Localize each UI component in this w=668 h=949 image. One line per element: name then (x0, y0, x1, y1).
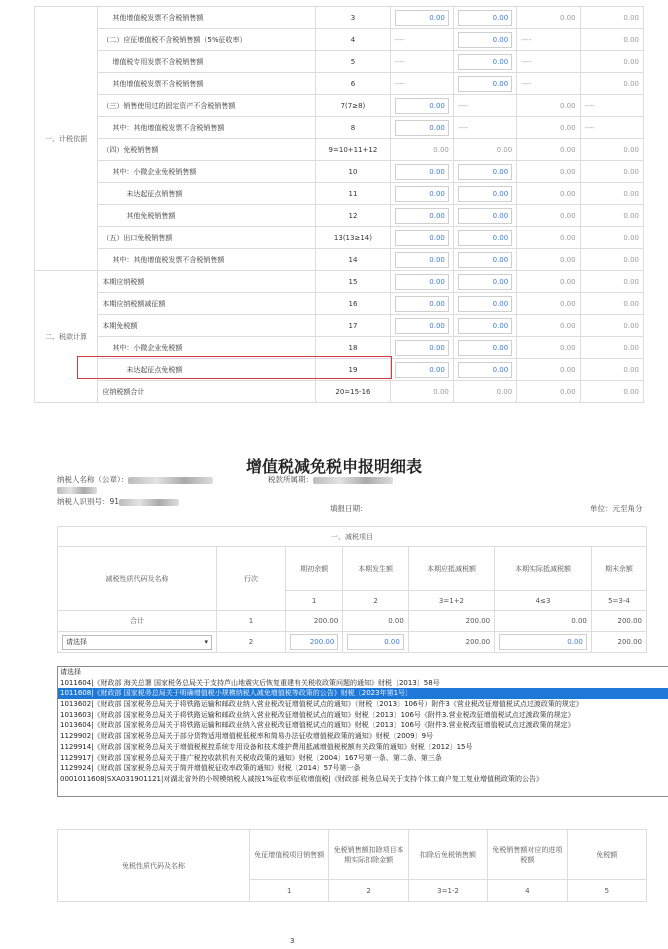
table-row (35, 271, 644, 293)
total-rownum: 1 (217, 611, 286, 632)
table-row (35, 205, 644, 227)
colnum: 5=3-4 (591, 591, 646, 611)
fill-date: 填报日期： (330, 504, 368, 513)
row-name: 其他增值税发票不含税销售额 (98, 7, 316, 29)
input-cell (390, 183, 453, 205)
value-input[interactable]: 0.00 (458, 10, 512, 26)
dropdown-option[interactable]: 1129917|《财政部 国家税务总局关于推广税控收款机有关税收政策的通知》财税〔2004〕167号第一条、第二条、第三条 (60, 753, 442, 762)
input-cell (390, 95, 453, 117)
cell-value: ---- (580, 95, 643, 117)
row-number: 18 (316, 337, 390, 359)
chevron-down-icon: ▾ (204, 637, 208, 646)
taxpayer-name: 纳税人名称（公章）： (57, 474, 213, 485)
cell-value: ---- (580, 117, 643, 139)
code-select-cell (58, 632, 217, 653)
cell-value: ---- (390, 29, 453, 51)
cell-value: 0.00 (517, 315, 580, 337)
row-name: （二）应征增值税不含税销售额（5%征收率） (98, 29, 316, 51)
row-number: 13(13≥14) (316, 227, 390, 249)
cell-value: 0.00 (580, 51, 643, 73)
header-exempt-code: 免税性质代码及名称 (58, 830, 250, 902)
table-row (35, 51, 644, 73)
colnum: 3=1-2 (408, 880, 487, 902)
row-name: 其中：小微企业免税额 (98, 337, 316, 359)
row-name: 本期应纳税额 (98, 271, 316, 293)
row-number: 17 (316, 315, 390, 337)
colnum: 4≤3 (495, 591, 592, 611)
row-name: （三）销售使用过的固定资产不含税销售额 (98, 95, 316, 117)
cell-value: ---- (517, 29, 580, 51)
colnum: 4 (488, 880, 567, 902)
input-cell (453, 271, 516, 293)
cell-value: 200.00 (286, 611, 343, 632)
cell-value: 0.00 (517, 359, 580, 381)
input-cell (390, 7, 453, 29)
dropdown-option[interactable]: 1129924|《财政部 国家税务总局关于简并增值税征收率政策的通知》财税〔2014〕57号第一条 (60, 764, 361, 773)
row-name: 其中：小微企业免税销售额 (98, 161, 316, 183)
row-name: 未达起征点免税额 (98, 359, 316, 381)
blurred-line (57, 485, 97, 494)
cell-value: 0.00 (580, 139, 643, 161)
value-input[interactable]: 0.00 (395, 120, 449, 136)
row-number: 14 (316, 249, 390, 271)
cell-value: 0.00 (517, 7, 580, 29)
value-input[interactable]: 0.00 (458, 252, 512, 268)
cell-value: 0.00 (495, 611, 592, 632)
cell-value: 0.00 (517, 271, 580, 293)
reduction-table (57, 526, 647, 653)
value-input[interactable]: 0.00 (458, 340, 512, 356)
dropdown-option[interactable]: 1013603|《财政部 国家税务总局关于将铁路运输和邮政业纳入营业税改征增值税试点的通知》财税〔2013〕106号《附件3.营业税改征增值税试点过渡政策的规定》 (60, 710, 575, 719)
table-row (35, 117, 644, 139)
cell-value: 0.00 (580, 271, 643, 293)
cell-value: 200.00 (591, 611, 646, 632)
colnum: 5 (567, 880, 646, 902)
row-number: 9=10+11+12 (316, 139, 390, 161)
cell-value: 0.00 (343, 611, 409, 632)
row-number: 11 (316, 183, 390, 205)
row-number: 6 (316, 73, 390, 95)
tax-period: 税款所属期： (268, 474, 393, 485)
row-name: 其他免税销售额 (98, 205, 316, 227)
cell-value: 0.00 (517, 161, 580, 183)
dropdown-option[interactable]: 1013604|《财政部 国家税务总局关于将铁路运输和邮政业纳入营业税改征增值税试点的通知》财税〔2013〕106号《附件3.营业税改征增值税试点过渡政策的规定》 (60, 721, 575, 730)
dropdown-option[interactable]: 1011608|《财政部 国家税务总局关于明确增值税小规模纳税人减免增值税等政策的公告》财税〔2023年第1号〕 (58, 688, 668, 699)
cell-value: 0.00 (517, 337, 580, 359)
header-actual: 本期实际抵减税额 (495, 547, 592, 591)
input-cell (390, 249, 453, 271)
row-number: 3 (316, 7, 390, 29)
header-row: 行次 (217, 547, 286, 611)
current-amount-input[interactable]: 0.00 (347, 634, 404, 650)
select-rownum: 2 (217, 632, 286, 653)
cell-value: 0.00 (580, 293, 643, 315)
cell-value: 0.00 (517, 183, 580, 205)
input-cell (390, 293, 453, 315)
colnum: 1 (250, 880, 329, 902)
header-deductible: 本期应抵减税额 (408, 547, 494, 591)
cell-value: 0.00 (580, 227, 643, 249)
exemption-table (57, 829, 647, 902)
highlight-box (77, 356, 392, 379)
cell-value: 200.00 (408, 611, 494, 632)
table-row (35, 315, 644, 337)
cell-value: 0.00 (517, 139, 580, 161)
value-input[interactable]: 0.00 (458, 230, 512, 246)
colnum: 1 (286, 591, 343, 611)
table-row (35, 95, 644, 117)
dropdown-option[interactable]: 请选择 (60, 668, 81, 676)
row-name: 增值税专用发票不含税销售额 (98, 51, 316, 73)
table-row (35, 161, 644, 183)
header-opening: 期初余额 (286, 547, 343, 591)
cell-value: ---- (453, 117, 516, 139)
cell-value: 0.00 (517, 293, 580, 315)
cell-value: 0.00 (580, 29, 643, 51)
value-input[interactable]: 0.00 (395, 252, 449, 268)
value-input[interactable]: 0.00 (458, 208, 512, 224)
cell-value: 0.00 (517, 95, 580, 117)
row-name: 未达起征点销售额 (98, 183, 316, 205)
row-number: 7(7≥8) (316, 95, 390, 117)
value-input[interactable]: 0.00 (395, 164, 449, 180)
header-exempt-sales: 免征增值税项目销售额 (250, 830, 329, 880)
cell-value: 0.00 (453, 381, 516, 403)
input-cell (390, 227, 453, 249)
cell-value: ---- (390, 73, 453, 95)
input-cell (453, 161, 516, 183)
value-input[interactable]: 0.00 (395, 318, 449, 334)
value-input[interactable]: 0.00 (395, 98, 449, 114)
cell-value: ---- (517, 51, 580, 73)
cell-value: 0.00 (580, 161, 643, 183)
value-input[interactable]: 0.00 (395, 296, 449, 312)
cell-value: 0.00 (390, 139, 453, 161)
row-name: 其他增值税发票不含税销售额 (98, 73, 316, 95)
cell-value: ---- (390, 51, 453, 73)
input-cell (390, 161, 453, 183)
row-number: 16 (316, 293, 390, 315)
input-cell (453, 337, 516, 359)
input-cell (453, 315, 516, 337)
input-cell (390, 117, 453, 139)
row-number: 4 (316, 29, 390, 51)
reduction-code-dropdown[interactable] (57, 666, 668, 797)
input-cell (453, 7, 516, 29)
input-cell (390, 271, 453, 293)
cell-value: 0.00 (580, 381, 643, 403)
header-closing: 期末余额 (591, 547, 646, 591)
header-reduction-code: 减税性质代码及名称 (58, 547, 217, 611)
value-input[interactable]: 0.00 (395, 230, 449, 246)
cell-value: 0.00 (517, 249, 580, 271)
row-name: （五）出口免税销售额 (98, 227, 316, 249)
input-cell (453, 183, 516, 205)
dropdown-option[interactable]: 1129902|《财政部 国家税务总局关于部分货物适用增值税低税率和简易办法征收增值税政策的通知》财税〔2009〕9号 (60, 732, 434, 741)
select-row (58, 632, 647, 653)
value-input[interactable]: 0.00 (395, 208, 449, 224)
value-input[interactable]: 0.00 (395, 274, 449, 290)
value-input[interactable]: 0.00 (458, 76, 512, 92)
dropdown-option[interactable]: 1013602|《财政部 国家税务总局关于将铁路运输和邮政业纳入营业税改征增值税试点的通知》（财税〔2013〕106号）附件3《营业税改征增值税试点过渡政策的规定》 (60, 700, 583, 709)
row-number: 8 (316, 117, 390, 139)
input-cell (453, 227, 516, 249)
cell-value: 0.00 (517, 117, 580, 139)
value-input[interactable]: 0.00 (458, 318, 512, 334)
row-name: 本期免税额 (98, 315, 316, 337)
cell-value: 0.00 (580, 73, 643, 95)
value-input[interactable]: 0.00 (395, 362, 449, 378)
cell-value: 0.00 (517, 227, 580, 249)
value-input[interactable]: 0.00 (458, 32, 512, 48)
value-input[interactable]: 0.00 (395, 10, 449, 26)
row-number: 10 (316, 161, 390, 183)
table-row (35, 73, 644, 95)
cell-value: 0.00 (390, 381, 453, 403)
row-name: 其中：其他增值税发票不含税销售额 (98, 117, 316, 139)
section-label: 一、计税依据 (35, 7, 98, 271)
cell-value: 0.00 (580, 315, 643, 337)
cell-value: 0.00 (517, 205, 580, 227)
form-title: 增值税减免税申报明细表 (245, 457, 422, 476)
table-row (35, 249, 644, 271)
cell-value: 0.00 (453, 139, 516, 161)
cell-value: 0.00 (580, 337, 643, 359)
section-label: 二、税款计算 (35, 271, 98, 403)
table-row (35, 293, 644, 315)
cell-value: 0.00 (580, 359, 643, 381)
table-row (35, 139, 644, 161)
table-row (35, 381, 644, 403)
input-cell (390, 359, 453, 381)
total-row (58, 611, 647, 632)
page-number: 3 (290, 937, 295, 945)
reduction-code-select[interactable] (62, 635, 212, 650)
value-input[interactable]: 0.00 (395, 186, 449, 202)
cell-value: ---- (453, 95, 516, 117)
cell-value: 0.00 (580, 205, 643, 227)
colnum: 2 (343, 591, 409, 611)
value-input[interactable]: 0.00 (395, 340, 449, 356)
input-cell (453, 29, 516, 51)
row-number: 12 (316, 205, 390, 227)
header-current: 本期发生额 (343, 547, 409, 591)
dropdown-option[interactable]: 0001011608|SXA031901121|对湖北省外的小规模纳税人减按1%征收率征收增值税|《财政部 税务总局关于支持个体工商户复工复业增值税政策的公告》 (60, 774, 544, 783)
row-name: 应纳税额合计 (98, 381, 316, 403)
cell-value: 0.00 (580, 7, 643, 29)
cell-value: 200.00 (591, 632, 646, 653)
select-value: 请选择 (66, 637, 87, 646)
row-number: 5 (316, 51, 390, 73)
section-reduction: 一、减税项目 (58, 527, 647, 547)
input-cell (453, 51, 516, 73)
cell-value: 0.00 (580, 183, 643, 205)
total-label: 合计 (58, 611, 217, 632)
row-name: （四）免税销售额 (98, 139, 316, 161)
header-input-tax: 免税销售额对应的进项税额 (488, 830, 567, 880)
cell-value: 200.00 (408, 632, 494, 653)
input-cell (390, 337, 453, 359)
cell-value: 0.00 (580, 249, 643, 271)
row-number: 20=15-16 (316, 381, 390, 403)
opening-balance-input[interactable]: 200.00 (290, 634, 338, 650)
row-number: 19 (316, 359, 390, 381)
table-row (35, 29, 644, 51)
row-name: 其中：其他增值税发票不含税销售额 (98, 249, 316, 271)
value-input[interactable]: 0.00 (458, 274, 512, 290)
colnum: 3=1+2 (408, 591, 494, 611)
value-input[interactable]: 0.00 (458, 296, 512, 312)
header-exempt-deduct: 免税销售额扣除项目本期实际扣除金额 (329, 830, 408, 880)
row-number: 15 (316, 271, 390, 293)
table-row (35, 183, 644, 205)
actual-deduct-input[interactable]: 0.00 (499, 634, 587, 650)
input-cell (453, 359, 516, 381)
input-cell (453, 73, 516, 95)
cell-value: ---- (517, 73, 580, 95)
row-name: 本期应纳税额减征额 (98, 293, 316, 315)
dropdown-option[interactable]: 1129914|《财政部 国家税务总局关于增值税税控系统专用设备和技术维护费用抵减增值税税额有关政策的通知》财税〔2012〕15号 (60, 742, 473, 751)
input-cell (453, 249, 516, 271)
dropdown-option[interactable]: 1011604|《财政部 海关总署 国家税务总局关于支持芦山地震灾后恢复重建有关税收政策问题的通知》财税〔2013〕58号 (60, 678, 440, 687)
input-cell (390, 315, 453, 337)
table-row (35, 227, 644, 249)
colnum: 2 (329, 880, 408, 902)
value-input[interactable]: 0.00 (458, 362, 512, 378)
value-input[interactable]: 0.00 (458, 186, 512, 202)
header-exempt-tax: 免税额 (567, 830, 646, 880)
value-input[interactable]: 0.00 (458, 54, 512, 70)
table-row (35, 7, 644, 29)
unit-label: 单位：元至角分 (590, 504, 643, 513)
upper-tax-table (34, 6, 644, 403)
input-cell (453, 205, 516, 227)
value-input[interactable]: 0.00 (458, 164, 512, 180)
input-cell (453, 293, 516, 315)
cell-value: 0.00 (517, 381, 580, 403)
header-after-deduct: 扣除后免税销售额 (408, 830, 487, 880)
input-cell (390, 205, 453, 227)
taxpayer-id: 纳税人识别号：91 (57, 496, 179, 507)
